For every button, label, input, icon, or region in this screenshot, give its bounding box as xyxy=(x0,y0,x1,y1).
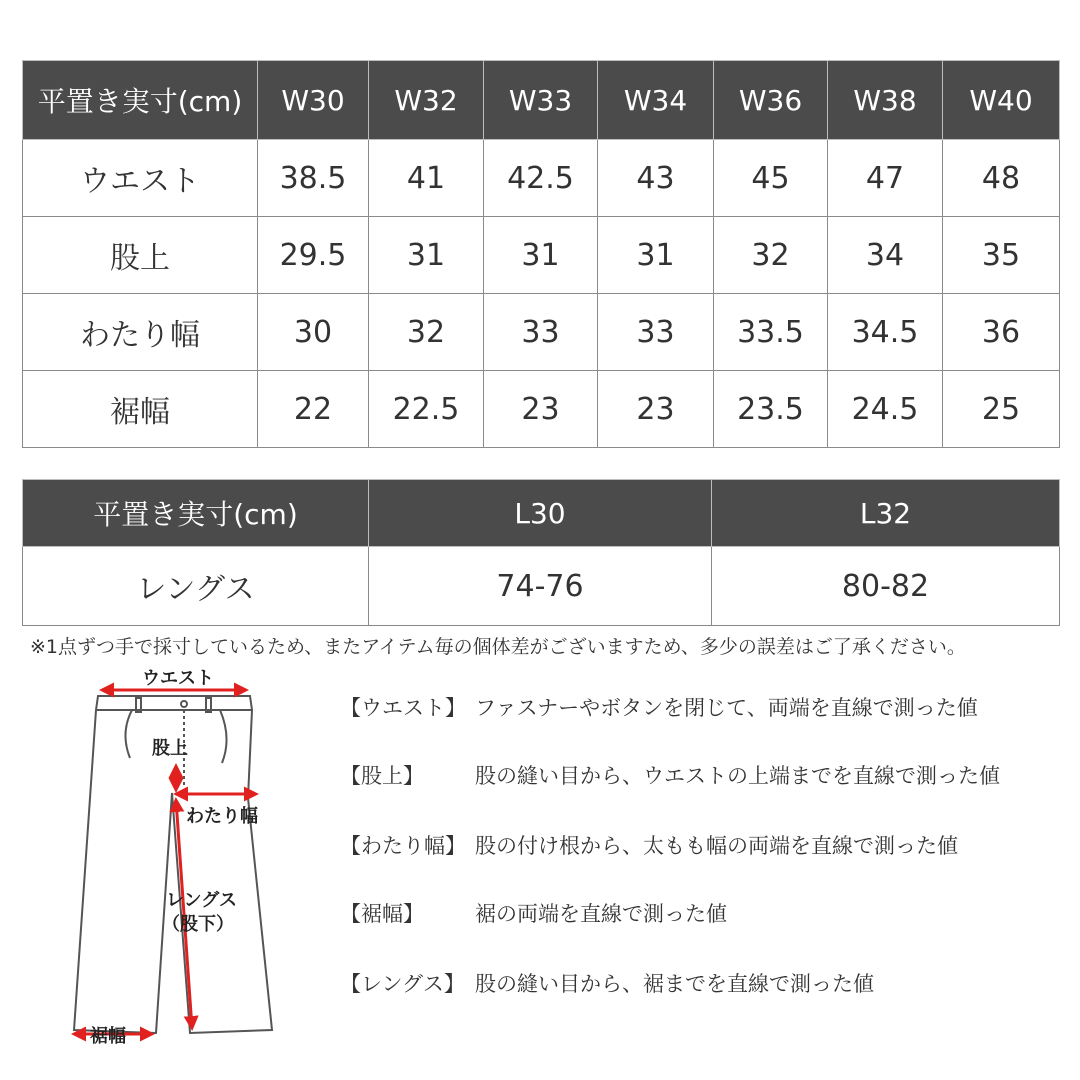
table-cell: 31 xyxy=(369,217,484,294)
table-cell: 35 xyxy=(943,217,1060,294)
table-cell: 45 xyxy=(714,140,828,217)
table-cell: 23.5 xyxy=(714,371,828,448)
length-table-header-row xyxy=(23,480,1060,547)
table-cell: 36 xyxy=(943,294,1060,371)
definition-text: ファスナーやボタンを閉じて、両端を直線で測った値 xyxy=(475,696,978,720)
rise-label: 股上 xyxy=(152,738,188,759)
size-header-w36: W36 xyxy=(714,61,828,140)
table-cell: 47 xyxy=(828,140,943,217)
table-row-thigh xyxy=(23,294,1060,371)
table-cell: 34 xyxy=(828,217,943,294)
table-cell: 31 xyxy=(598,217,714,294)
table-cell: 74-76 xyxy=(369,547,712,626)
size-header-w38: W38 xyxy=(828,61,943,140)
hem-label: 裾幅 xyxy=(90,1026,126,1047)
row-label: 裾幅 xyxy=(23,371,258,448)
size-header-w34: W34 xyxy=(598,61,714,140)
row-label: 股上 xyxy=(23,217,258,294)
size-header-w33: W33 xyxy=(484,61,598,140)
length-sub-label: （股下） xyxy=(162,914,234,935)
table-cell: 48 xyxy=(943,140,1060,217)
size-header-w32: W32 xyxy=(369,61,484,140)
table-cell: 22.5 xyxy=(369,371,484,448)
table-cell: 43 xyxy=(598,140,714,217)
table-cell: 30 xyxy=(258,294,369,371)
definition-text: 股の付け根から、太もも幅の両端を直線で測った値 xyxy=(475,834,958,858)
size-header-label: 平置き実寸(cm) xyxy=(23,61,258,140)
definition-text: 股の縫い目から、ウエストの上端までを直線で測った値 xyxy=(475,764,1000,788)
size-header-w30: W30 xyxy=(258,61,369,140)
table-cell: 33 xyxy=(484,294,598,371)
table-cell: 38.5 xyxy=(258,140,369,217)
length-header-l30: L30 xyxy=(369,480,712,547)
table-cell: 34.5 xyxy=(828,294,943,371)
definition-term: 【レングス】 xyxy=(340,972,465,996)
table-cell: 42.5 xyxy=(484,140,598,217)
definition-term: 【股上】 xyxy=(340,764,424,788)
table-cell: 33.5 xyxy=(714,294,828,371)
table-cell: 31 xyxy=(484,217,598,294)
definition-term: 【裾幅】 xyxy=(340,902,424,926)
table-row-rise xyxy=(23,217,1060,294)
table-cell: 41 xyxy=(369,140,484,217)
size-table xyxy=(22,60,1060,448)
table-cell: 80-82 xyxy=(712,547,1060,626)
size-table-header-row xyxy=(23,61,1060,140)
definition-text: 股の縫い目から、裾までを直線で測った値 xyxy=(475,972,874,996)
table-row-length xyxy=(23,547,1060,626)
table-row-hem xyxy=(23,371,1060,448)
length-header-label: 平置き実寸(cm) xyxy=(23,480,369,547)
measurement-note: ※1点ずつ手で採寸しているため、またアイテム毎の個体差がございますため、多少の誤差はご了承ください。 xyxy=(30,636,966,658)
table-cell: 24.5 xyxy=(828,371,943,448)
table-cell: 32 xyxy=(714,217,828,294)
table-cell: 25 xyxy=(943,371,1060,448)
pants-diagram xyxy=(60,668,290,1068)
length-header-l32: L32 xyxy=(712,480,1060,547)
definition-term: 【わたり幅】 xyxy=(340,834,466,858)
length-label: レングス xyxy=(166,890,238,911)
table-cell: 29.5 xyxy=(258,217,369,294)
row-label: レングス xyxy=(23,547,369,626)
table-cell: 32 xyxy=(369,294,484,371)
table-row-waist xyxy=(23,140,1060,217)
definition-term: 【ウエスト】 xyxy=(340,696,466,720)
table-cell: 23 xyxy=(598,371,714,448)
size-header-w40: W40 xyxy=(943,61,1060,140)
table-cell: 23 xyxy=(484,371,598,448)
length-table xyxy=(22,479,1060,626)
table-cell: 22 xyxy=(258,371,369,448)
row-label: ウエスト xyxy=(23,140,258,217)
definition-text: 裾の両端を直線で測った値 xyxy=(475,902,727,926)
table-cell: 33 xyxy=(598,294,714,371)
waist-label: ウエスト xyxy=(142,668,214,689)
thigh-label: わたり幅 xyxy=(186,806,258,827)
row-label: わたり幅 xyxy=(23,294,258,371)
